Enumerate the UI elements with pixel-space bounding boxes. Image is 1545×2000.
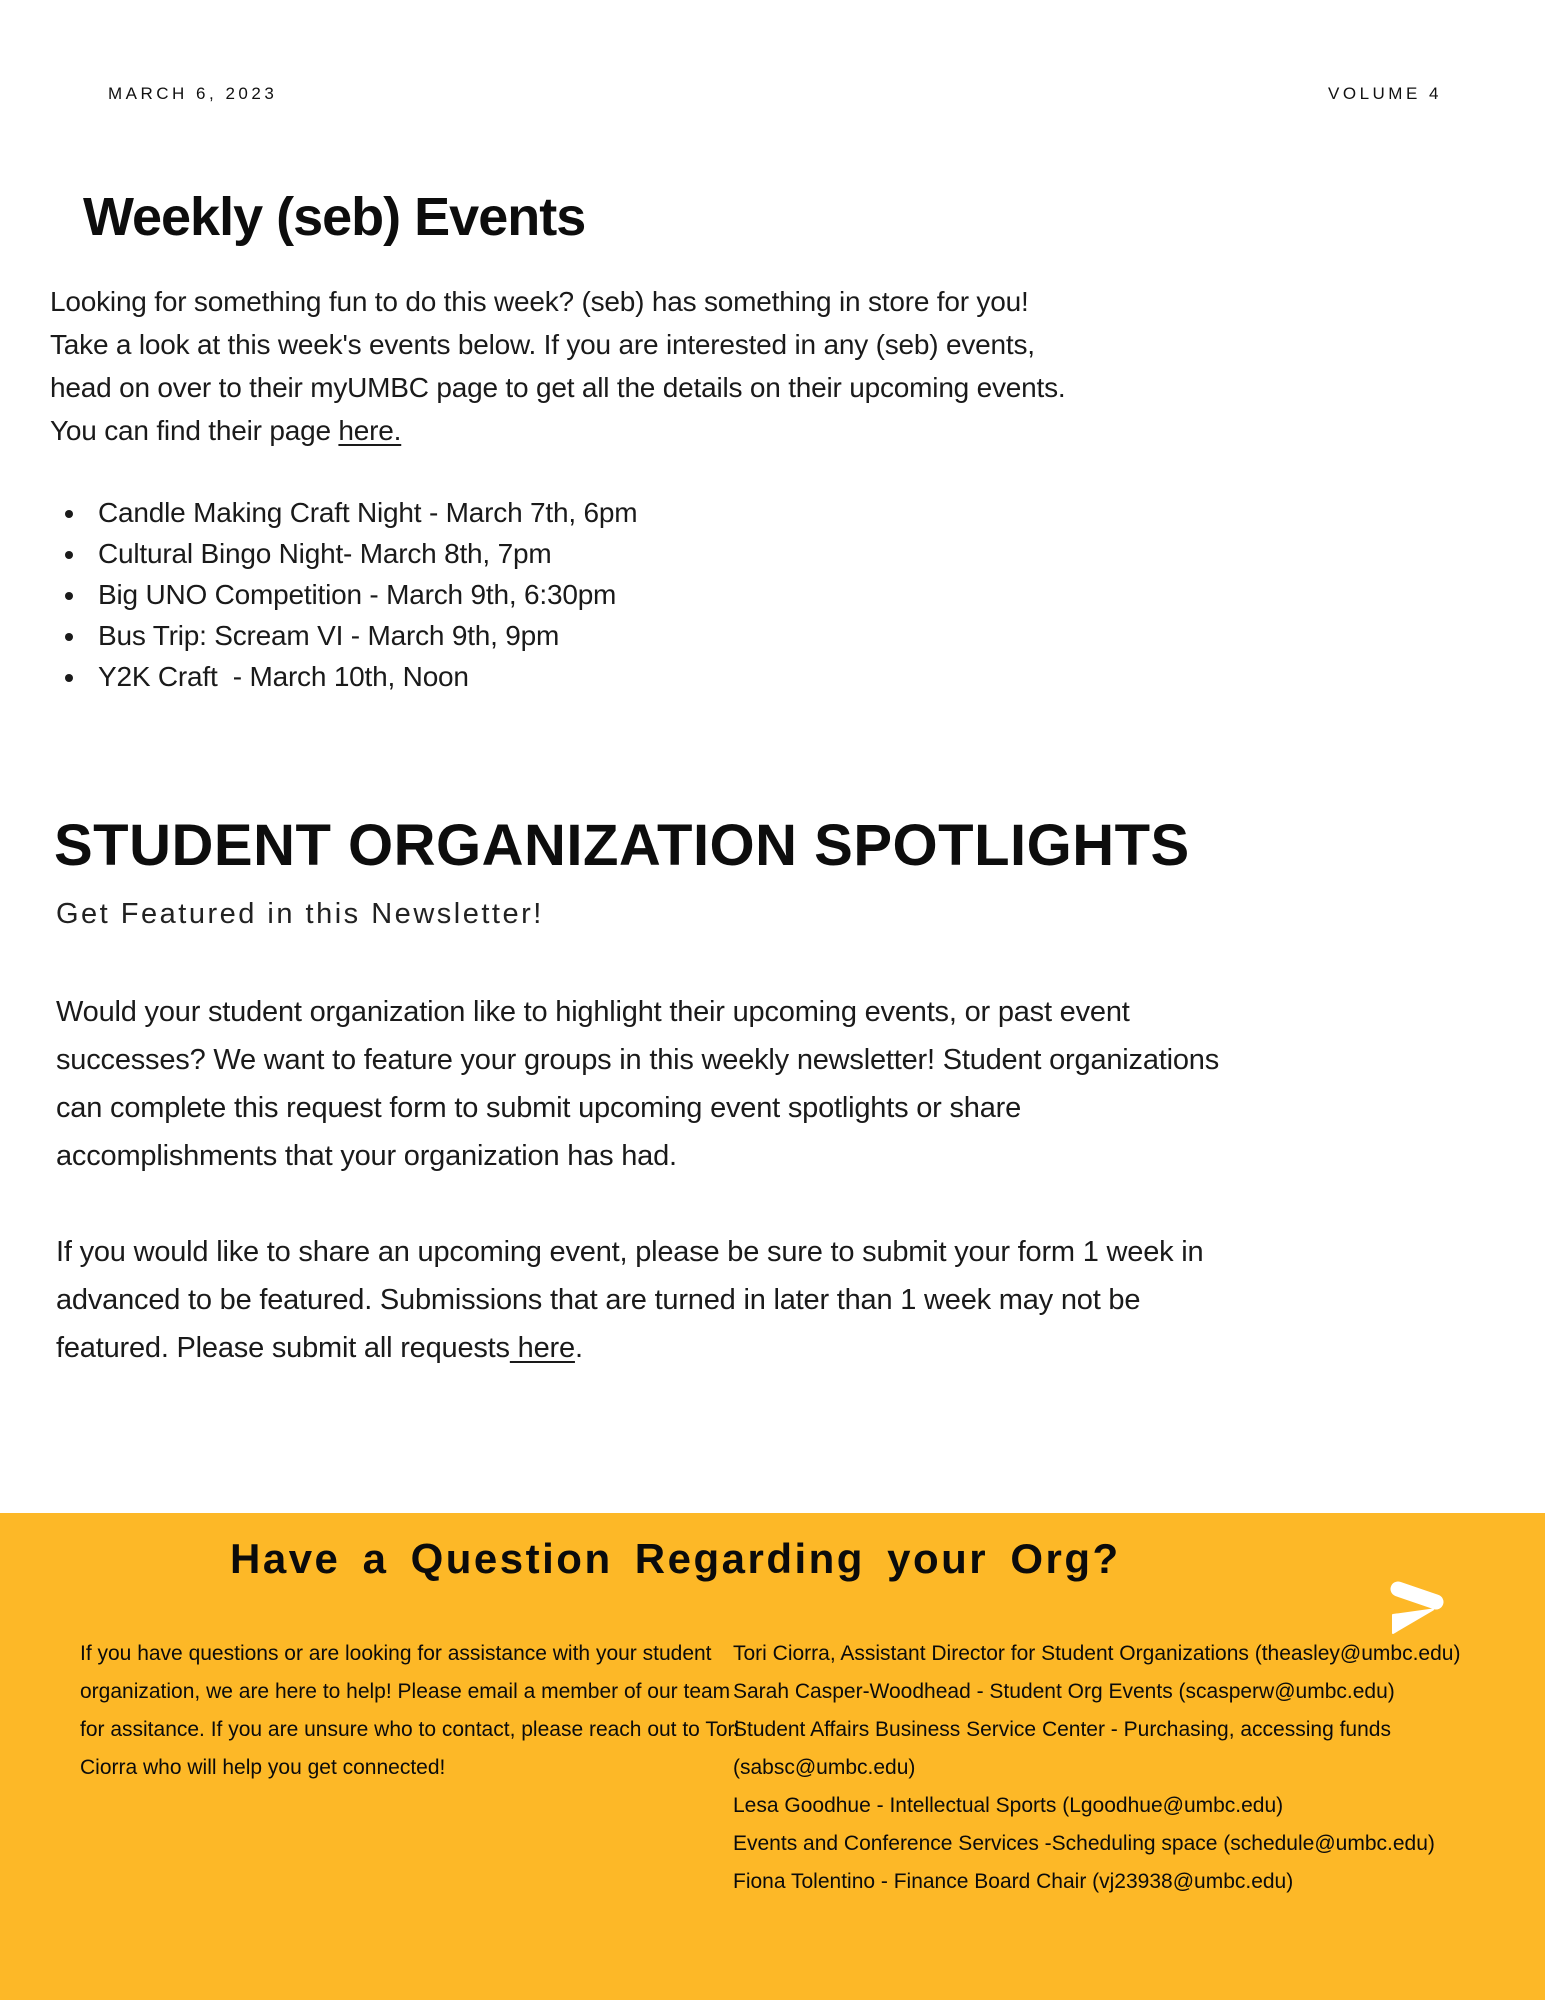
weekly-events-intro [50,280,1070,452]
event-list-item [88,492,637,533]
spotlights-subtitle: Get Featured in this Newsletter! [56,898,544,930]
contact-line: Events and Conference Services -Scheduling space (schedule@umbc.edu) [733,1832,1435,1855]
spotlights-title: STUDENT ORGANIZATION SPOTLIGHTS [54,813,1190,878]
weekly-events-title: Weekly (seb) Events [83,187,586,247]
spotlights-body-2-text: If you would like to share an upcoming event, please be sure to submit your form 1 week in advanced to be featured. Submissions that are turned in later than 1 week may not be featured. Please submit all requests [56,1236,1204,1364]
spotlights-body-2-period: . [574,1332,583,1364]
events-list [60,492,637,697]
chevron-right-logo-icon [1385,1579,1449,1643]
contact-line: Tori Ciorra, Assistant Director for Student Organizations (theasley@umbc.edu) [733,1642,1461,1665]
myumbc-page-link[interactable]: here. [338,415,402,446]
event-list-item [88,615,637,656]
event-text: Bus Trip: Scream VI - March 9th, 9pm [98,620,560,651]
question-banner-title: Have a Question Regarding your Org? [230,1535,1121,1582]
contact-line: Fiona Tolentino - Finance Board Chair (vj23938@umbc.edu) [733,1870,1294,1893]
event-text: Y2K Craft - March 10th, Noon [98,661,469,692]
event-text: Candle Making Craft Night - March 7th, 6pm [98,497,638,528]
request-form-link[interactable]: here [509,1332,575,1364]
contact-line: Sarah Casper-Woodhead - Student Org Events (scasperw@umbc.edu) [733,1680,1395,1703]
spotlights-body-1: Would your student organization like to highlight their upcoming events, or past event successes? We want to feature your groups in this weekly newsletter! Student organizations can complete this request form to submit upcoming event spotlights or share accomplishments that your organization has had. [56,996,1220,1172]
intro-text: Looking for something fun to do this week? (seb) has something in store for you! Take a look at this week's events below. If you are interested in any (seb) events, head on over to their myUMBC page to get all the details on their upcoming events. You can find their page [50,286,1066,446]
volume-label: VOLUME 4 [1328,84,1442,103]
event-list-item [88,574,637,615]
page-header [108,84,1442,104]
question-banner [0,1513,1545,2000]
contact-line: Student Affairs Business Service Center - Purchasing, accessing funds (sabsc@umbc.edu) [733,1718,1391,1779]
event-list-item [88,656,637,697]
issue-date: MARCH 6, 2023 [108,84,278,103]
spotlights-body-2 [56,1228,1221,1372]
banner-help-text: If you have questions or are looking for assistance with your student organization, we are here to help! Please email a member of our team for assitance. If you are unsure who to contact, please reach out to Tori Ciorra who will help you get connected! [80,1642,740,1779]
contact-line: Lesa Goodhue - Intellectual Sports (Lgoodhue@umbc.edu) [733,1794,1284,1817]
event-list-item [88,533,637,574]
event-text: Big UNO Competition - March 9th, 6:30pm [98,579,617,610]
banner-contacts-list [733,1635,1505,1901]
event-text: Cultural Bingo Night- March 8th, 7pm [98,538,552,569]
